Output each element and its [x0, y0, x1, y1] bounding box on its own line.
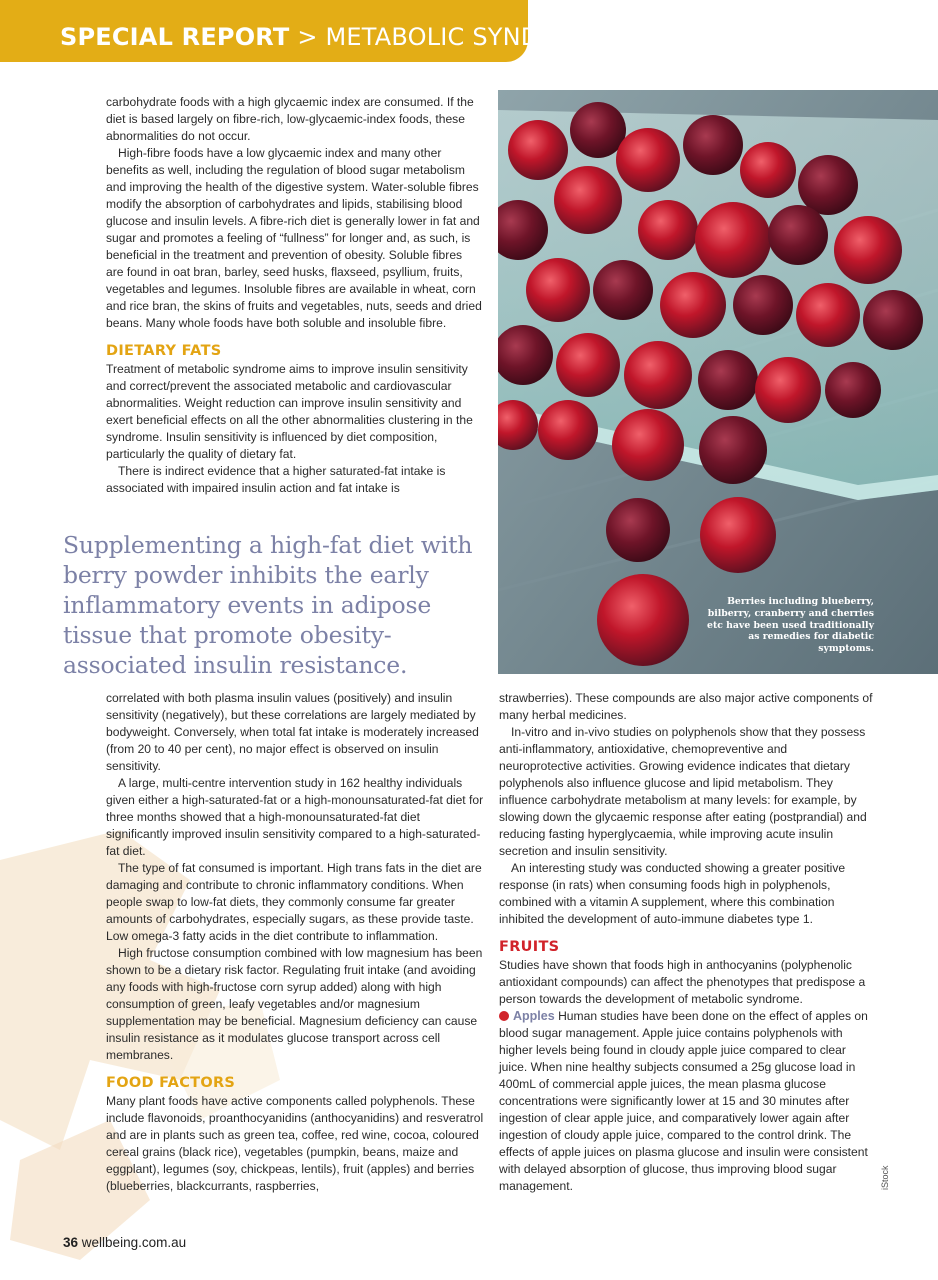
paragraph: An interesting study was conducted showing a greater positive response (in rats) when consuming foods high in polyphenols, combined with a vitamin A supplement, where this combination inhibited the development of auto-immune diabetes type 1. [499, 861, 846, 926]
paragraph: Treatment of metabolic syndrome aims to improve insulin sensitivity and correct/prevent the associated metabolic and cardiovascular abnormalities. Weight reduction can improve insulin sensitivity and exert beneficial effects on all the other abnormalities clustering in the syndrome. Insulin sensitivity is influenced by diet composition, particularly the quality of dietary fat. [106, 362, 473, 461]
section-label: SPECIAL REPORT [60, 23, 290, 51]
paragraph: The type of fat consumed is important. High trans fats in the diet are damaging and contribute to chronic inflammatory conditions. When people swap to low-fat diets, they commonly consume far greater amounts of carbohydrates, especially sugars, as these provide taste. Low omega-3 fatty acids in the diet contribute to inflammation. [106, 861, 482, 943]
photo-caption: Berries including blueberry, bilberry, cranberry and cherries etc have been used traditionally as remedies for diabetic symptoms. [707, 596, 874, 655]
apples-text: Human studies have been done on the effect of apples on blood sugar management. Apple juice contains polyphenols with higher levels being found in cloudy apple juice compared to clear juice. When nine healthy subjects consumed a 25g glucose load in 400mL of commercial apple juices, the mean plasma glucose concentrations were significantly lower at 15 and 30 minutes after ingestion of clear apple juice, and comparatively lower again after ingestion of cloudy apple juice, compared to the control drink. The effects of apple juices on plasma glucose and insulin were consistent with delayed absorption of glucose, thus improving blood sugar management. [499, 1009, 868, 1193]
heading-dietary-fats: DIETARY FATS [106, 343, 222, 359]
paragraph-apples [499, 1008, 873, 1195]
bullet-icon [499, 1011, 509, 1021]
paragraph: High-fibre foods have a low glycaemic index and many other benefits as well, including the regulation of blood sugar metabolism and improving the health of the digestive system. Water-soluble fibres modify the absorption of carbohydrates and lipids, stabilising blood glucose and insulin levels. A fibre-rich diet is generally lower in fat and sugar and promotes a feeling of “fullness” for longer and, as such, is beneficial in the treatment and prevention of obesity. Soluble fibres are found in oat bran, barley, seed husks, flaxseed, psyllium, fruits, vegetables and legumes. Insoluble fibres are available in wheat, corn and rice bran, the skins of fruits and vegetables, nuts, seeds and dried beans. Many whole foods have both soluble and insoluble fibre. [106, 146, 482, 330]
apples-label: Apples [513, 1009, 555, 1023]
section-header [60, 23, 612, 51]
paragraph: Studies have shown that foods high in anthocyanins (polyphenolic antioxidant compounds) can affect the phenotypes that predispose a person towards the development of metabolic syndrome. [499, 958, 866, 1006]
pull-quote: Supplementing a high-fat diet with berry powder inhibits the early inflammatory events in adipose tissue that promote obesity-associated insulin resistance. [63, 531, 473, 679]
heading-food-factors: FOOD FACTORS [106, 1075, 236, 1091]
column-bottom-right [499, 690, 873, 1195]
photo-credit: iStock [880, 1165, 890, 1190]
paragraph: There is indirect evidence that a higher saturated-fat intake is associated with impaired insulin action and fat intake is [106, 464, 446, 495]
paragraph: High fructose consumption combined with low magnesium has been shown to be a dietary risk factor. Regulating fruit intake (and avoiding any foods with high-fructose corn syrup added) along with high consumption of green, leafy vegetables and/or magnesium supplementation may be beneficial. Magnesium deficiency can cause insulin resistance as it modulates glucose transport across cell membranes. [106, 946, 483, 1062]
cranberry-illustration [498, 90, 938, 674]
paragraph: Many plant foods have active components called polyphenols. These include flavonoids, proanthocyanidins (anthocyanidins) and resveratrol and are in plants such as green tea, coffee, red wine, cocoa, coloured cereal grains (black rice), vegetables (pumpkin, beans, maize and eggplant), legumes (soy, chickpeas, lentils), fruit (apples) and berries (blueberries, blackcurrants, raspberries, [106, 1094, 484, 1193]
paragraph: A large, multi-centre intervention study in 162 healthy individuals given either a high-saturated-fat or a high-monounsaturated-fat diet for three months showed that a high-monounsaturated-fat diet significantly improved insulin sensitivity compared to a high-saturated-fat diet. [106, 776, 484, 858]
cranberry-photo [498, 90, 938, 674]
page-footer [63, 1235, 186, 1250]
section-topic: METABOLIC SYNDROME [325, 23, 612, 51]
column-bottom-left [106, 690, 484, 1195]
page-number: 36 [63, 1235, 79, 1250]
paragraph: strawberries). These compounds are also major active components of many herbal medicines. [499, 691, 873, 722]
paragraph: correlated with both plasma insulin values (positively) and insulin sensitivity (negatively), but these correlations are largely mediated by bodyweight. Conversely, when total fat intake is moderately increased (from 20 to 40 per cent), no major effect is observed on insulin sensitivity. [106, 691, 479, 773]
column-top-left [106, 94, 482, 497]
paragraph: In-vitro and in-vivo studies on polyphenols show that they possess anti-inflammatory, antioxidative, chemopreventive and neuroprotective activities. Growing evidence indicates that dietary polyphenols also influence glucose and lipid metabolism. They influence carbohydrate metabolism at many levels: for example, by slowing down the glycaemic response after eating (postprandial) and reducing fasting hyperglycaemia, while improving acute insulin secretion and insulin sensitivity. [499, 725, 867, 858]
header-separator: > [297, 23, 318, 51]
paragraph: carbohydrate foods with a high glycaemic index are consumed. If the diet is based largely on fibre-rich, low-glycaemic-index foods, these abnormalities do not occur. [106, 95, 474, 143]
heading-fruits: FRUITS [499, 939, 560, 955]
footer-site: wellbeing.com.au [81, 1235, 187, 1250]
